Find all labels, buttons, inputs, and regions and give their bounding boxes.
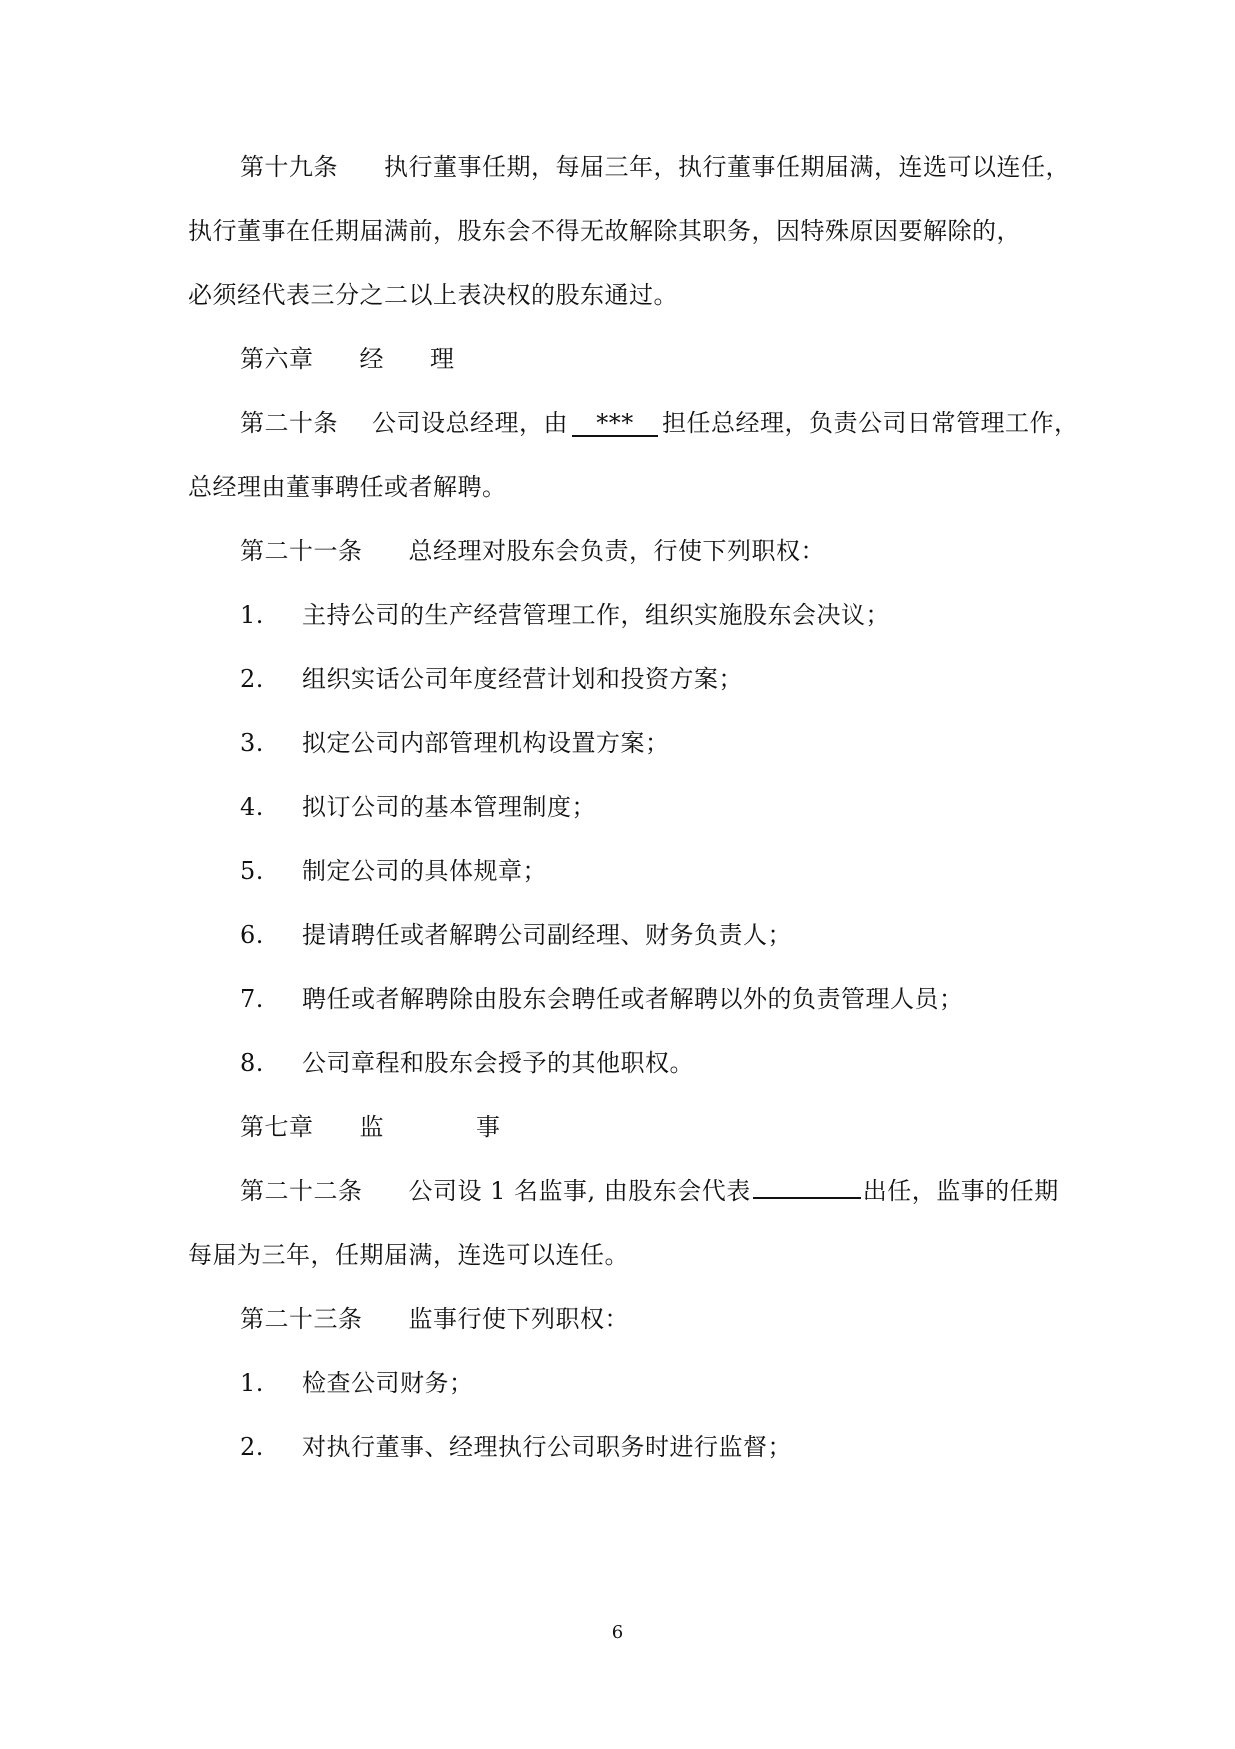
list-item-text: 对执行董事、经理执行公司职务时进行监督； — [302, 1433, 792, 1461]
list-item-text: 拟订公司的基本管理制度； — [302, 793, 596, 821]
list-item-text: 制定公司的具体规章； — [302, 857, 547, 885]
article-19-text: 执行董事任期，每届三年，执行董事任期届满，连选可以连任， — [384, 153, 1070, 181]
article-23-line-1 — [240, 1304, 629, 1334]
article-23-label: 第二十三条 — [240, 1305, 363, 1333]
article-20-line-2: 总经理由董事聘任或者解聘。 — [188, 473, 507, 501]
page-number: 6 — [611, 1622, 624, 1643]
article-22-label: 第二十二条 — [240, 1177, 363, 1205]
chapter-7-heading — [240, 1112, 501, 1142]
list-item — [240, 664, 743, 694]
list-item-number: 2. — [240, 665, 264, 693]
article-19-label: 第十九条 — [240, 153, 338, 181]
list-item-text: 拟定公司内部管理机构设置方案； — [302, 729, 670, 757]
article-20-text-post: 担任总经理，负责公司日常管理工作， — [662, 409, 1079, 437]
article-22-line-1 — [240, 1176, 1059, 1206]
list-item — [240, 728, 670, 758]
article-19-line-3: 必须经代表三分之二以上表决权的股东通过。 — [188, 281, 678, 309]
chapter-7-title-b: 事 — [476, 1113, 501, 1141]
article-19-line-1 — [240, 152, 1070, 182]
list-item-text: 检查公司财务； — [302, 1369, 474, 1397]
list-item — [240, 1048, 694, 1078]
article-20-line-1 — [240, 408, 1079, 438]
list-item-number: 1. — [240, 601, 264, 629]
list-item-number: 5. — [240, 857, 264, 885]
list-item-text: 聘任或者解聘除由股东会聘任或者解聘以外的负责管理人员； — [302, 985, 964, 1013]
list-item — [240, 856, 547, 886]
chapter-6-title-a: 经 — [359, 345, 384, 373]
article-22-text-pre: 公司设 1 名监事, 由股东会代表 — [408, 1177, 751, 1205]
article-19-line-2: 执行董事在任期届满前，股东会不得无故解除其职务，因特殊原因要解除的， — [188, 217, 1021, 245]
article-21-line-1 — [240, 536, 825, 566]
article-20-blank: *** — [572, 411, 658, 437]
article-22-line-2: 每届为三年，任期届满，连选可以连任。 — [188, 1241, 629, 1269]
chapter-6-title-b: 理 — [430, 345, 455, 373]
list-item-number: 6. — [240, 921, 264, 949]
list-item — [240, 984, 964, 1014]
list-item-number: 3. — [240, 729, 264, 757]
list-item-number: 2. — [240, 1433, 264, 1461]
list-item-number: 4. — [240, 793, 264, 821]
list-item — [240, 1368, 474, 1398]
article-21-text: 总经理对股东会负责，行使下列职权： — [408, 537, 825, 565]
chapter-6-label: 第六章 — [240, 345, 314, 373]
article-21-label: 第二十一条 — [240, 537, 363, 565]
article-22-text-post: 出任，监事的任期 — [862, 1177, 1059, 1205]
article-22-blank — [753, 1197, 861, 1199]
article-23-text: 监事行使下列职权： — [408, 1305, 629, 1333]
list-item — [240, 792, 596, 822]
list-item — [240, 600, 890, 630]
list-item-number: 1. — [240, 1369, 264, 1397]
chapter-7-title-a: 监 — [359, 1113, 384, 1141]
chapter-6-heading — [240, 344, 455, 374]
chapter-7-label: 第七章 — [240, 1113, 314, 1141]
list-item-text: 提请聘任或者解聘公司副经理、财务负责人； — [302, 921, 792, 949]
article-20-text-pre: 公司设总经理，由 — [372, 409, 568, 437]
list-item-number: 8. — [240, 1049, 264, 1077]
list-item-text: 主持公司的生产经营管理工作，组织实施股东会决议； — [302, 601, 890, 629]
list-item-text: 公司章程和股东会授予的其他职权。 — [302, 1049, 694, 1077]
list-item — [240, 1432, 792, 1462]
list-item-text: 组织实话公司年度经营计划和投资方案； — [302, 665, 743, 693]
list-item-number: 7. — [240, 985, 264, 1013]
list-item — [240, 920, 792, 950]
article-20-label: 第二十条 — [240, 409, 338, 437]
